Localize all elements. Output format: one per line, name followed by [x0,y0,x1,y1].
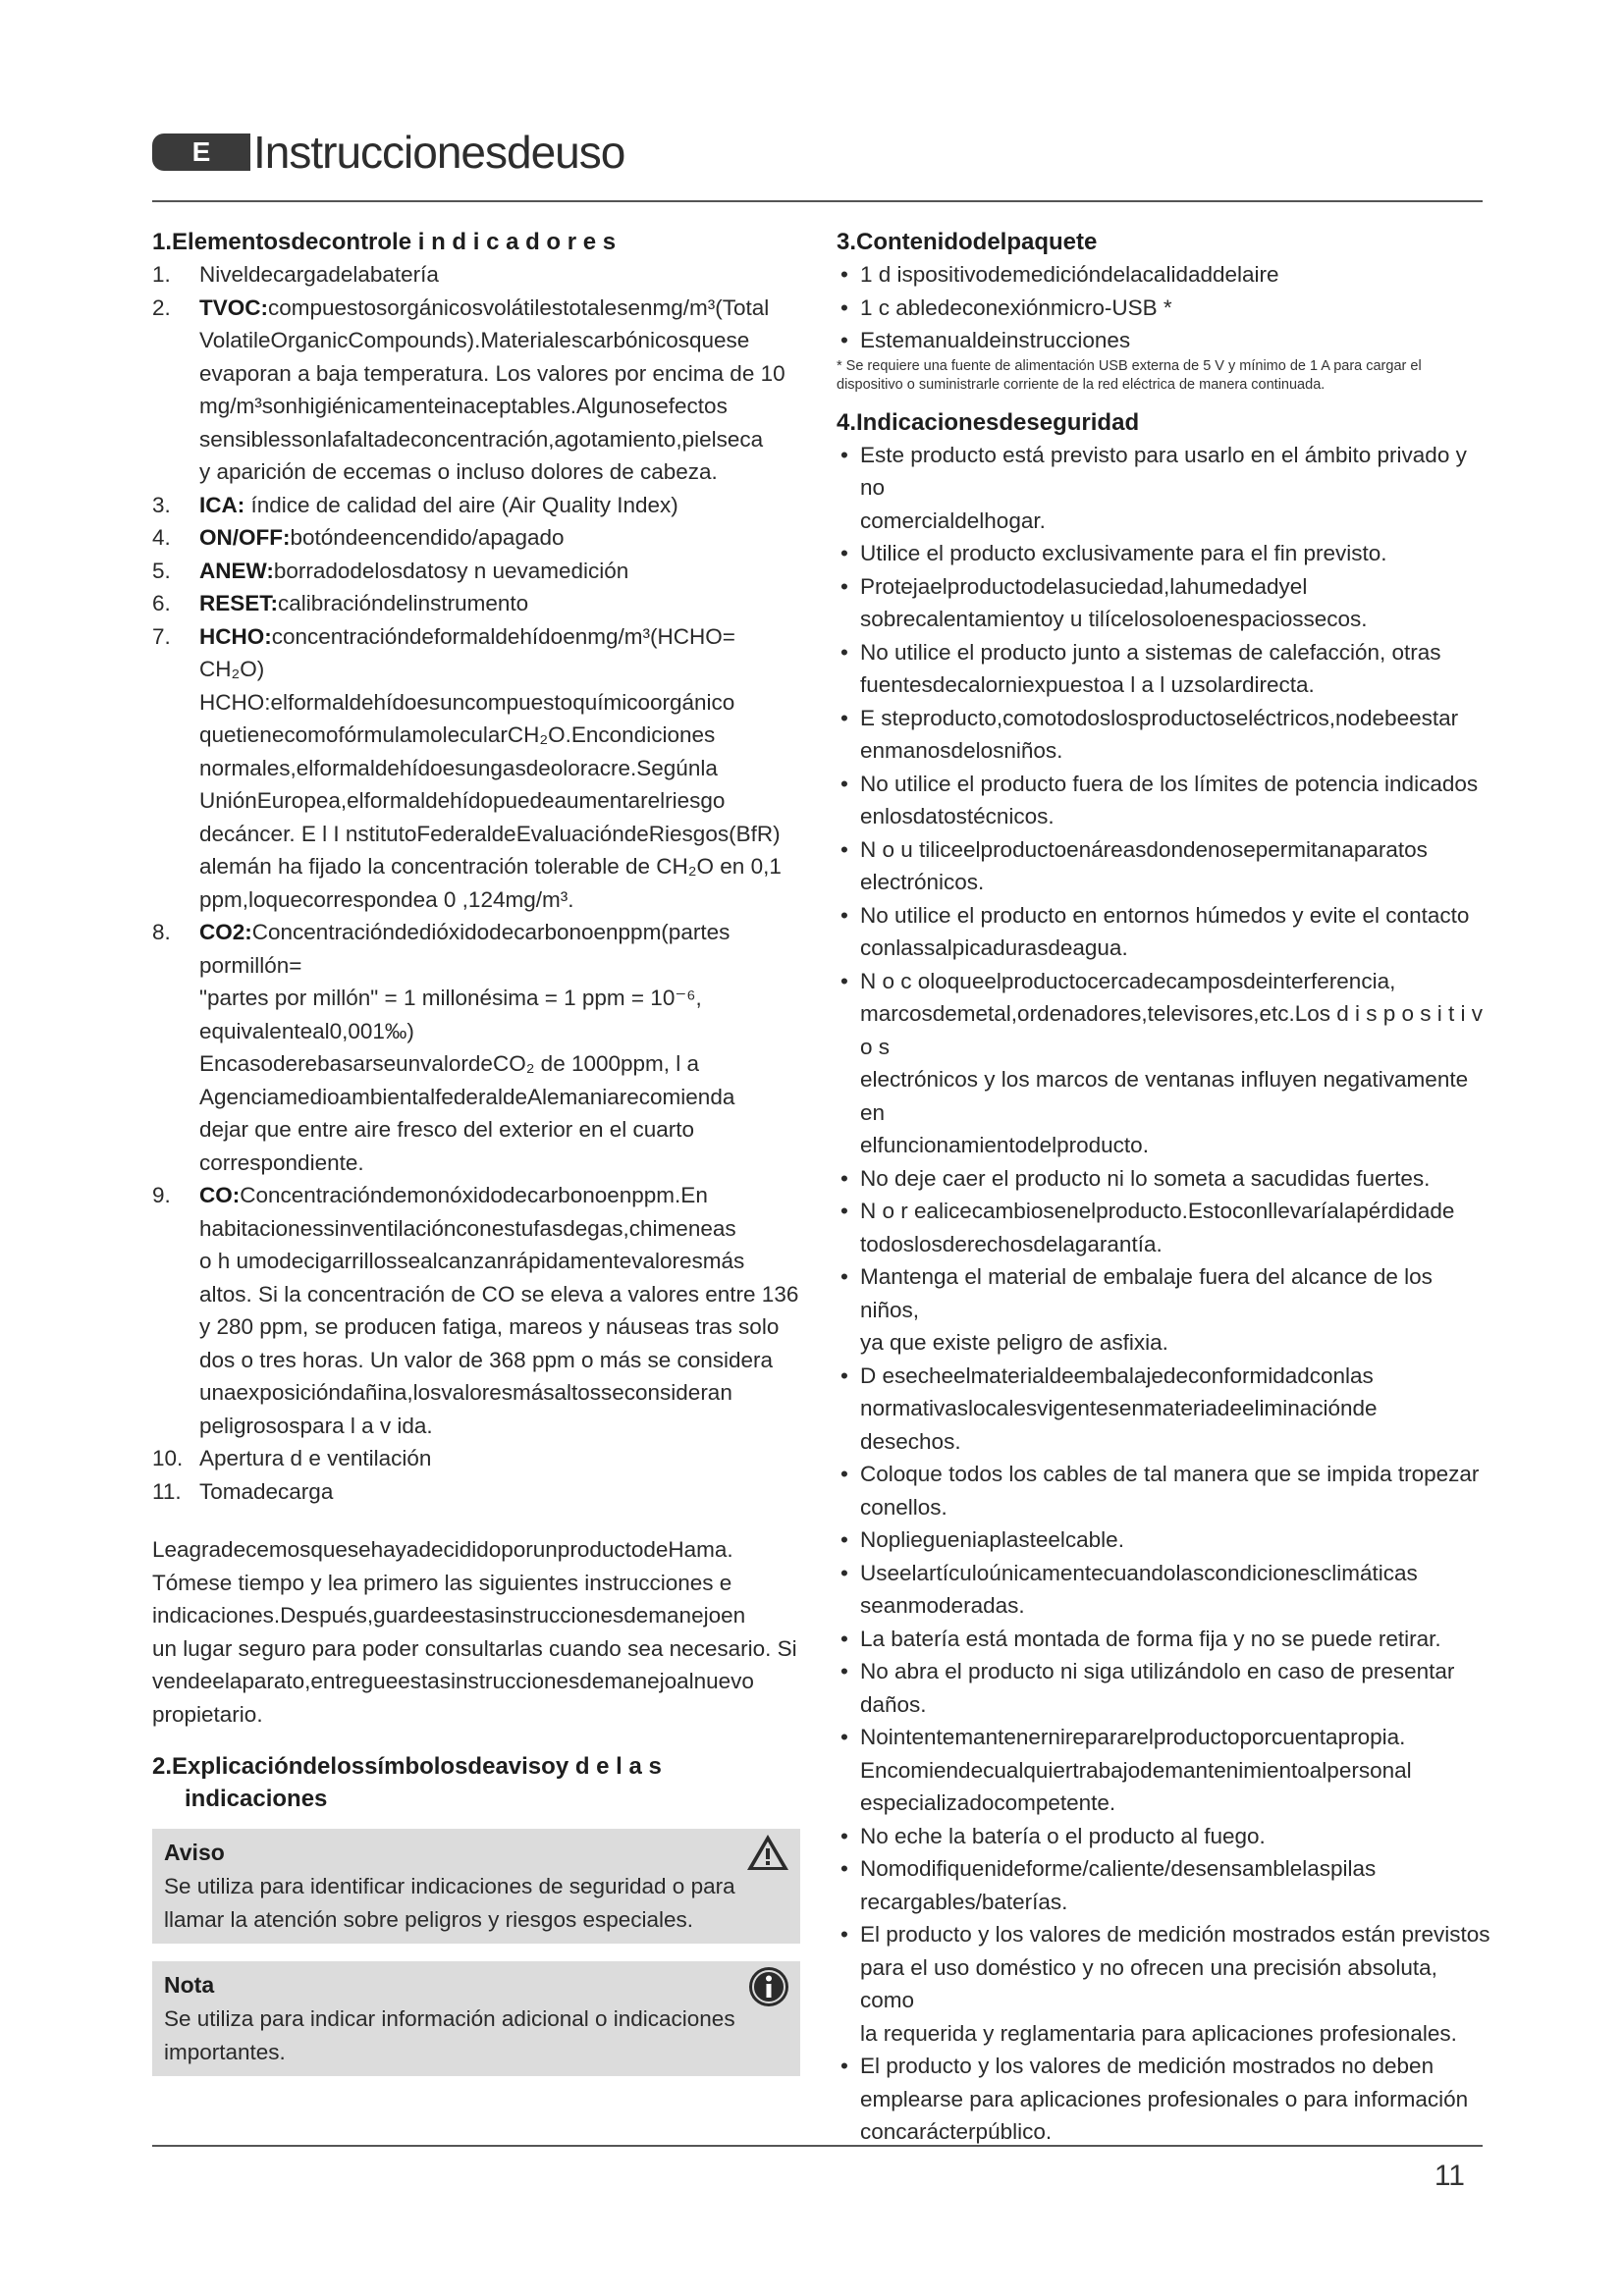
section-3-title: 3.Contenidodelpaquete [837,229,1098,255]
control-text-line: normales,elformaldehídoesungasdeoloracre.Segúnla [199,755,718,780]
safety-line: • N o u tiliceelproductoenáreasdondenosepermitanaparatos [860,836,1428,862]
safety-line: • No deje caer el producto ni lo someta a sacudidas fuertes. [860,1165,1431,1191]
safety-list [837,439,1494,2149]
safety-item [837,1623,1494,1656]
control-text: botóndeencendido/apagado [290,525,565,550]
control-number: 10. [152,1446,184,1470]
control-text-line: dejar que entre aire fresco del exterior en el cuarto [199,1117,695,1142]
control-number: 1. [152,262,171,287]
safety-line: • No utilice el producto junto a sistemas de calefacción, otras [860,639,1441,665]
control-text: concentracióndeformaldehídoenmg/m³(HCHO= [271,623,735,649]
package-item: • 1 d ispositivodemedicióndelacalidaddelaire [837,258,1494,292]
control-text-line: o h umodecigarrillossealcanzanrápidamentevaloresmás [199,1249,745,1273]
safety-item [837,1360,1494,1459]
safety-item [837,1195,1494,1260]
safety-line: • D esecheelmaterialdeembalajedeconformidadconlas [860,1362,1374,1388]
control-text: Concentracióndemonóxidodecarbonoenppm.En [240,1183,708,1207]
safety-line: electrónicos. [860,870,985,894]
safety-line: conellos. [860,1494,947,1520]
safety-line: la requerida y reglamentaria para aplicaciones profesionales. [860,2020,1457,2046]
section-2-title-line-1: 2.Explicacióndelossímbolosdeavisoy d e l a s [152,1753,662,1780]
control-key: HCHO: [199,623,272,649]
section-2-title [152,1750,800,1815]
package-item: • Estemanualdeinstrucciones [837,324,1494,357]
safety-item [837,537,1494,570]
safety-line: • Mantenga el material de embalaje fuera del alcance de los niños, [860,1264,1433,1322]
control-text: Niveldecargadelabatería [199,262,439,287]
control-key: CO: [199,1183,241,1207]
safety-line: • Protejaelproductodelasuciedad,lahumedadyel [860,573,1308,599]
safety-line: conlassalpicadurasdeagua. [860,935,1128,960]
control-text-line: peligrosospara l a v ida. [199,1413,433,1438]
package-item: • 1 c abledeconexiónmicro-USB * [837,292,1494,325]
control-text-line: unaexposicióndañina,losvaloresmásaltosseconsideran [199,1380,732,1405]
safety-item [837,1458,1494,1523]
controls-list [152,258,800,1508]
safety-line: ya que existe peligro de asfixia. [860,1330,1168,1355]
control-text-line: altos. Si la concentración de CO se eleva a valores entre 136 [199,1281,799,1307]
control-number: 4. [152,525,171,550]
control-number: 11. [152,1478,182,1504]
control-text: compuestosorgánicosvolátilestotalesenmg/m³(Total [268,294,770,320]
control-key: RESET: [199,591,279,615]
safety-line: • Nomodifiquenideforme/caliente/desensamblelaspilas [860,1856,1377,1881]
safety-line: • Este producto está previsto para usarlo en el ámbito privado y no [860,442,1467,500]
safety-line: • No utilice el producto fuera de los límites de potencia indicados [860,771,1479,796]
package-contents-list [837,258,1494,357]
control-text-line: "partes por millón" = 1 millonésima = 1 ppm = 10⁻⁶, [199,986,702,1010]
language-badge: E [152,133,250,171]
intro-line: LeagradecemosquesehayadecididoporunproductodeHama. [152,1537,733,1562]
intro-paragraph [152,1533,800,1731]
control-item [152,292,800,489]
control-text-line: VolatileOrganicCompounds).Materialescarbónicosquese [199,328,750,352]
safety-item [837,1820,1494,1853]
safety-line: todoslosderechosdelagarantía. [860,1231,1163,1256]
safety-line: • No abra el producto ni siga utilizándolo en caso de presentar [860,1659,1455,1683]
safety-line: • La batería está montada de forma fija y no se puede retirar. [860,1626,1441,1651]
intro-line: propietario. [152,1701,263,1727]
section-4-title: 4.Indicacionesdeseguridad [837,408,1140,436]
safety-item [837,1852,1494,1918]
safety-line: daños. [860,1691,927,1717]
control-text-line: AgenciamedioambientalfederaldeAlemaniarecomienda [199,1084,735,1109]
control-item [152,587,800,620]
control-text-line: evaporan a baja temperatura. Los valores por encima de 10 [199,360,785,386]
safety-line: enmanosdelosniños. [860,738,1063,763]
control-text: borradodelosdatosy n uevamedición [273,558,629,583]
safety-line: • No utilice el producto en entornos húmedos y evite el contacto [860,902,1470,928]
safety-line: • Utilice el producto exclusivamente para el fin previsto. [860,541,1387,565]
safety-item [837,768,1494,833]
header-rule [152,200,1483,202]
footnote-line: dispositivo o suministrarle corriente de la red eléctrica de manera continuada. [837,376,1326,393]
control-text: Apertura d e ventilación [199,1446,432,1470]
control-text-line: EncasoderebasarseunvalordeCO₂ de 1000ppm, l a [199,1051,700,1076]
safety-line: desechos. [860,1428,961,1454]
safety-line: • Useelartículoúnicamentecuandolascondicionesclimáticas [860,1560,1418,1585]
left-column [152,226,800,2076]
control-item [152,258,800,292]
control-key: ANEW: [199,558,274,583]
control-text: índice de calidad del aire (Air Quality Index) [244,492,678,517]
control-text-line: alemán ha fijado la concentración tolerable de CH₂O en 0,1 [199,854,782,879]
control-text-line: y aparición de eccemas o incluso dolores de cabeza. [199,459,718,484]
control-item [152,521,800,555]
safety-line: seanmoderadas. [860,1593,1025,1618]
footnote-line: * Se requiere una fuente de alimentación USB externa de 5 V y mínimo de 1 A para cargar el [837,357,1422,374]
control-text-line: equivalenteal0,001‰) [199,1018,414,1043]
page-number: 11 [1434,2160,1465,2192]
safety-line: • El producto y los valores de medición mostrados no deben [860,2054,1435,2078]
safety-item [837,899,1494,965]
control-item [152,1475,800,1509]
control-key: CO2: [199,920,252,944]
control-text-line: pormillón= [199,952,302,978]
safety-item [837,1162,1494,1196]
control-text-line: UniónEuropea,elformaldehídopuedeaumentarelriesgo [199,788,726,813]
safety-item [837,2050,1494,2149]
safety-line: • E steproducto,comotodoslosproductoseléctricos,nodebeestar [860,705,1459,730]
warning-triangle-icon [745,1833,790,1882]
page-header [152,126,1483,202]
safety-item [837,833,1494,899]
package-footnote [837,357,1494,395]
nota-text: Se utiliza para indicar información adicional o indicaciones importantes. [164,2006,735,2064]
control-text-line: mg/m³sonhigiénicamenteinaceptables.Algunosefectos [199,394,728,418]
control-text-line: dos o tres horas. Un valor de 368 ppm o más se considera [199,1347,774,1372]
control-text-line: ppm,loquecorrespondea 0 ,124mg/m³. [199,886,574,912]
nota-title: Nota [164,1972,215,1998]
control-text-line: decáncer. E l I nstitutoFederaldeEvaluacióndeRiesgos(BfR) [199,821,781,846]
safety-line: • N o r ealicecambiosenelproducto.Estoconllevaríalapérdidade [860,1199,1455,1223]
safety-item [837,702,1494,768]
safety-item [837,570,1494,636]
safety-item [837,439,1494,538]
safety-line: enlosdatostécnicos. [860,804,1055,828]
control-number: 6. [152,591,171,615]
safety-line: para el uso doméstico y no ofrecen una precisión absoluta, como [860,1954,1437,2012]
control-key: TVOC: [199,294,268,320]
right-column [837,226,1494,2149]
safety-line: electrónicos y los marcos de ventanas influyen negativamente en [860,1067,1469,1125]
control-text-line: sensiblessonlafaltadeconcentración,agotamiento,pielseca [199,426,764,452]
control-item [152,620,800,917]
safety-line: concarácterpúblico. [860,2119,1053,2144]
nota-box [152,1961,800,2076]
safety-item [837,1655,1494,1721]
safety-line: elfuncionamientodelproducto. [860,1133,1149,1157]
footer-rule [152,2145,1483,2147]
aviso-title: Aviso [164,1840,225,1865]
control-number: 2. [152,294,171,320]
control-item [152,555,800,588]
info-icon [747,1965,790,2018]
safety-line: Encomiendecualquiertrabajodemantenimientoalpersonal [860,1757,1412,1783]
control-text-line: correspondiente. [199,1149,364,1175]
safety-line: fuentesdecalorniexpuestoa l a l uzsolardirecta. [860,672,1315,697]
safety-line: • N o c oloqueelproductocercadecamposdeinterferencia, [860,968,1396,993]
control-text: Concentracióndedióxidodecarbonoenppm(partes [251,920,731,944]
safety-line: marcosdemetal,ordenadores,televisores,etc.Los d i s p o s i t i v o s [860,1001,1484,1059]
section-2-title-line-2: indicaciones [185,1786,328,1812]
safety-item [837,1918,1494,2050]
intro-line: un lugar seguro para poder consultarlas cuando sea necesario. Si [152,1635,797,1661]
control-number: 3. [152,492,171,517]
control-text-line: habitacionessinventilaciónconestufasdegas,chimeneas [199,1215,736,1241]
safety-line: especializadocompetente. [860,1790,1116,1815]
safety-line: • El producto y los valores de medición mostrados están previstos [860,1922,1490,1947]
control-number: 7. [152,623,171,649]
control-text-line: y 280 ppm, se producen fatiga, mareos y náuseas tras solo [199,1314,780,1339]
control-key: ICA: [199,492,245,517]
safety-line: • Nointentemantenernirepararelproductoporcuentapropia. [860,1725,1406,1749]
aviso-text: Se utiliza para identificar indicaciones de seguridad o para llamar la atención sobre peligros y riesgos especiales. [164,1874,735,1932]
control-number: 9. [152,1183,171,1207]
control-item [152,916,800,1179]
control-number: 8. [152,920,171,944]
safety-line: emplearse para aplicaciones profesionales o para información [860,2086,1469,2111]
safety-item [837,636,1494,702]
control-text: calibracióndelinstrumento [278,591,529,615]
control-text-line: CH₂O) [199,657,265,681]
control-item [152,1442,800,1475]
safety-line: • Coloque todos los cables de tal manera que se impida tropezar [860,1462,1480,1486]
control-text-line: HCHO:elformaldehídoesuncompuestoquímicoorgánico [199,689,735,715]
intro-line: indicaciones.Después,guardeestasinstruccionesdemanejoen [152,1603,746,1628]
intro-line: Tómese tiempo y lea primero las siguientes instrucciones e [152,1570,732,1595]
page-title: Instruccionesdeuso [253,127,625,178]
safety-line: comercialdelhogar. [860,507,1046,533]
safety-line: recargables/baterías. [860,1889,1068,1914]
control-text: Tomadecarga [199,1478,334,1504]
safety-item [837,965,1494,1162]
section-1-title: 1.Elementosdecontrole i n d i c a d o r e s [152,229,617,255]
safety-item [837,1260,1494,1360]
safety-line: sobrecalentamientoy u tilícelosoloenespaciossecos. [860,607,1368,631]
safety-item [837,1721,1494,1820]
safety-line: normativaslocalesvigentesenmateriadeeliminaciónde [860,1396,1378,1420]
control-item [152,1179,800,1442]
control-item [152,489,800,522]
safety-line: • Nopliegueniaplasteelcable. [860,1527,1124,1552]
safety-item [837,1557,1494,1623]
control-text-line: quetienecomofórmulamolecularCH₂O.Encondiciones [199,722,716,747]
safety-item [837,1523,1494,1557]
control-key: ON/OFF: [199,525,291,550]
aviso-box [152,1829,800,1944]
safety-line: • No eche la batería o el producto al fuego. [860,1823,1266,1848]
control-number: 5. [152,558,171,583]
intro-line: vendeelaparato,entregueestasinstruccionesdemanejoalnuevo [152,1669,754,1693]
